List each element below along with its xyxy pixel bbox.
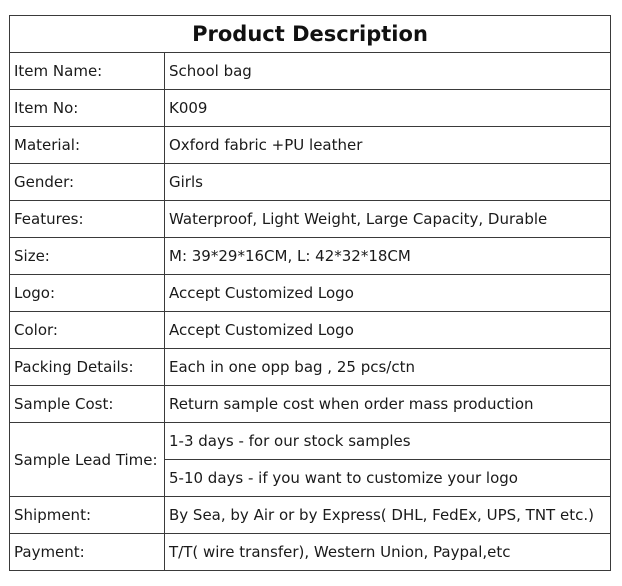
row-value: Each in one opp bag , 25 pcs/ctn [165, 349, 611, 386]
table-row [10, 275, 611, 312]
row-value: Accept Customized Logo [165, 312, 611, 349]
table-row [10, 312, 611, 349]
row-value: K009 [165, 90, 611, 127]
row-label: Size: [10, 238, 165, 275]
table-row [10, 90, 611, 127]
row-label: Item No: [10, 90, 165, 127]
row-label: Features: [10, 201, 165, 238]
table-row [10, 238, 611, 275]
table-row [10, 497, 611, 534]
table-row [10, 534, 611, 571]
row-label: Logo: [10, 275, 165, 312]
table-row [10, 349, 611, 386]
product-description-table [9, 15, 611, 571]
row-value: M: 39*29*16CM, L: 42*32*18CM [165, 238, 611, 275]
table-row [10, 386, 611, 423]
row-value: School bag [165, 53, 611, 90]
table-row [10, 201, 611, 238]
table-title-row [10, 16, 611, 53]
sample-lead-time-value: 5-10 days - if you want to customize your logo [165, 460, 611, 497]
table-row [10, 164, 611, 201]
payment-label: Payment: [10, 534, 165, 571]
table-row [10, 53, 611, 90]
row-label: Color: [10, 312, 165, 349]
row-value: Oxford fabric +PU leather [165, 127, 611, 164]
row-label: Gender: [10, 164, 165, 201]
row-label: Material: [10, 127, 165, 164]
table-title: Product Description [10, 16, 611, 53]
sample-lead-time-label: Sample Lead Time: [10, 423, 165, 497]
sample-lead-time-value: 1-3 days - for our stock samples [165, 423, 611, 460]
table-row [10, 423, 611, 460]
table-row [10, 127, 611, 164]
row-value: Waterproof, Light Weight, Large Capacity, Durable [165, 201, 611, 238]
row-label: Item Name: [10, 53, 165, 90]
payment-value: T/T( wire transfer), Western Union, Paypal,etc [165, 534, 611, 571]
row-value: Girls [165, 164, 611, 201]
row-label: Packing Details: [10, 349, 165, 386]
row-value: Return sample cost when order mass production [165, 386, 611, 423]
row-label: Sample Cost: [10, 386, 165, 423]
shipment-value: By Sea, by Air or by Express( DHL, FedEx, UPS, TNT etc.) [165, 497, 611, 534]
shipment-label: Shipment: [10, 497, 165, 534]
row-value: Accept Customized Logo [165, 275, 611, 312]
